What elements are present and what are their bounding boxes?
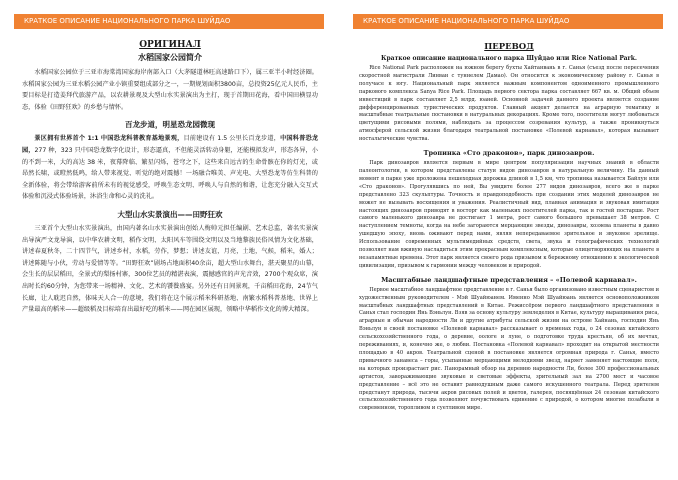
translation-section1-title: Тропинка «Сто драконов», парк динозавров. [423,149,595,158]
right-page [339,0,678,480]
translation-section2-title: Масштабные ландшафтные представления – «Полевой карнавал». [381,275,637,284]
original-section1-highlight2: 中国科普恐龙园， [22,135,319,154]
translation-subtitle: Краткое описание национального парка Шуйдао или Rice National Park. [381,55,637,62]
right-page-content [359,42,659,415]
translation-intro-paragraph: Rice National Park расположен на южном берегу бухты Хайтанвань в г. Санья (съезд после пересечения скоростной магистрали Линван с туннелем Дамао). Он относится к экономическому району г. Санья в получасе к югу. Национальный парк является важным компонентом одноименного промышленного паркового комплекса Sanya Rice Park. Площадь первого сектора парка составляет 667 кв. м. Общий объем инвестиций в парк составляет 2,5 млрд. юаней. Основной задачей данного проекта является создание дифференцированных туристических продуктов. Главный акцент делается на аграрную тематику и масштабные театральные постановки в натуральных декорациях. Кроме того, посетители могут любоваться цветущими рисовыми полями, наблюдать за процессом созревания культур, а также проникнуться атмосферой сельской жизни благодаря театральной постановке «Полевой карнавал», которая вызывает ностальгические чувства. [359,65,659,143]
original-section1-paragraph [22,133,318,203]
translation-heading: ПЕРЕВОД [484,42,534,52]
original-heading: ОРИГИНАЛ [139,40,201,50]
original-section2-paragraph: 三亚首个大型山水实景演出，由国内著名山水实景演出创始人梅帅元担任编剧、艺术总监，著名实景演出导演严文龙导演，以中华农耕文明，稻作文明、太阳风车等围绕文明以及当地黎族民俗风情为文化基础，讲述春夏秋冬，二十四节气，讲述乡村，水稻，劳作，梦想；讲述友谊，月亮，土地，气候，稻米，婚人；讲述陈随与小伙，劳动与爱情等等。“田野狂欢”剧场占地面积40余亩，超大型山水舞台，湛天聚星的山幕，会生长的层层稻田，全景式的梨扬村寨，300位艺员的精湛表演，震撼感官的声光音效，2700个观众席，演出时长约60分钟，为您带来一场精神、文化、艺术的饕餮盛宴。另外还有日间景观，千亩稻田花海，24节气长廊，让人耽迟自然，体味天人合一的意境，我们将在这个展示稻米科研基地、南繁水稻科普基地、世界上产量最高的稻米——超级稻及目标培育出最好吃的稻米——网在园区展现，领略中华稻作文化的博大精深。 [22,224,318,314]
translation-section1-paragraph: Парк динозавров является первым в мире центром популяризации научных знаний в области палеонтологии, в котором представлены статуи видов динозавров в натуральную величину. На данный момент в парке уже проложена пешеходная дорожка длиной в 1,5 км, что тропинка называется Байлун или «Сто драконов». Прогулявшись по ней, Вы увидите более 277 видов динозавров, всего же в парке представлено 323 скульптуры. Точность и правдоподобность при создании этих моделей динозавров не может не вызывать восхищения и уважения. Реалистичный вид, плавная анимация и звуковая имитация настоящих динозавров приводят в восторг как маленьких посетителей парка, так и гостей постарше. Рост самого маленького динозавра не достигает 1 метра, рост самого большого превышает 38 метров. С наступлением темноты, когда на небе загораются мерцающие звезды, динозавры, хозяева планеты в давно ушедшую эпоху, вновь оживают перед нами, являя непередаваемое зрительное и звуковое зрелище. Использование современных мультимедийных средств, света, звука и голографических технологий позволяет нам вживую насладиться этим прекрасным комплексным, которые олицетворяющих на планете в незапамятные времена. Этот парк является своего рода призывом к бережному отношению к экологической цивилизации, призывом к гармонии между человеком и природой. [359,160,659,269]
translation-section2-paragraph: Первое масштабное ландшафтное представление в г. Санья было организовано известным сценаристом и художественным руководителем - Мэй Шуайюанем. Именно Мэй Шуайюань является основоположником масштабных ландшафтных представлений в Китае. Режиссёром первого ландшафтного представления в Санья стал господин Янь Вэньлун. Взяв за основу культуру земледелия в Китае, культуру выращивания риса, аграрные и обычаи народности Ли и другие атрибуты сельской жизни на острове Хайнань, господин Янь Вэньлун в своей постановке «Полевой карнавал» рассказывает о временах года, о 24 сезонах китайского сельскохозяйственного года, о деревне, оологе и луне, о подготовке труда крестьян, об их мечтах, переживаниях, и, конечно же, о любви. Постановка «Полевой карнавал» проходит на открытой местности площадью в 40 акров. Театральной сценой в постановке является огромная природа г. Санья, вместо привычного занавеса – горы, усыпанные мерцающими мелодиями звезд, наряет заменяет настоящие поля, на которых произрастает рис. Панорамный обзор на деревню народности Ли, более 300 профессиональных артистов, завораживающие звуковые и световые эффекты, зрительный зал на 2700 мест и часовое представление – всё это не оставит равнодушным даже самого искушенного театрала. Перед зрителем предстанут природа, тысячи акров рисовых полей и цветов, галерея, посвящённая 24 сезонам китайского сельскохозяйственного года позволяют почувствовать единение с природой, о котором многие позабыли в современном, торопливом и суетливом мире. [359,286,659,412]
right-page-banner: КРАТКОЕ ОПИСАНИЕ НАЦИОНАЛЬНОГО ПАРКА ШУЙДАО [353,14,663,29]
original-section1-text2: 277 种，323 只中国恐龙数字化设计，形态逼真，不但能灵活转动身躯，还能模拟发声，形态各异，小的不到一米，大的高达 38 米，夜幕降临、繁星闪烁，苍穹之下，这些来自远古的生命骨骸在你的灯光，或昂然长啸，或瞪然低鸣，给人带来视觉、听觉的绝对震撼！一场融合唯美、声光电、大型恐龙等仿生科普的全新体验，将会带给游客前所未有的视觉感受，呼唤生态文明、呼唤人与自然的和谐，让您充分融入交互式体验和沉浸式体验场景，沐浴生命和心灵的洗礼。 [22,146,318,201]
left-page-content [22,40,318,319]
original-intro-paragraph: 水稻国家公园位于三亚市海棠湾国家海岸南部入口（大茅隧道林旺高速路口下），属三亚半小时经济圈。水稻国家公园为三亚水稻公园产业小镇重要组成部分之一，一期规划面积3800亩，总投资25亿元人民币，主要目标是打造姜拜代旅游产品，以农耕景观及大型山水实景演出为主打，现于首期田花海，看中国田横显功态，体验《田野狂欢》的乡愁与情怀。 [22,69,318,111]
original-subtitle: 水稻国家公园简介 [138,53,202,62]
original-section2-title: 大型山水实景演出——田野狂欢 [117,209,223,219]
original-section1-text: 目前建设有 1.5 公里长百龙步道， [183,135,281,143]
left-page-banner: КРАТКОЕ ОПИСАНИЕ НАЦИОНАЛЬНОГО ПАРКА ШУЙДАО [14,14,324,29]
original-section1-highlight: 景区拥有世界首个 1:1 中国恐龙科普教育基地景观， [34,135,184,143]
original-section1-title: 百龙步道，明星恐龙园微现 [125,120,215,130]
